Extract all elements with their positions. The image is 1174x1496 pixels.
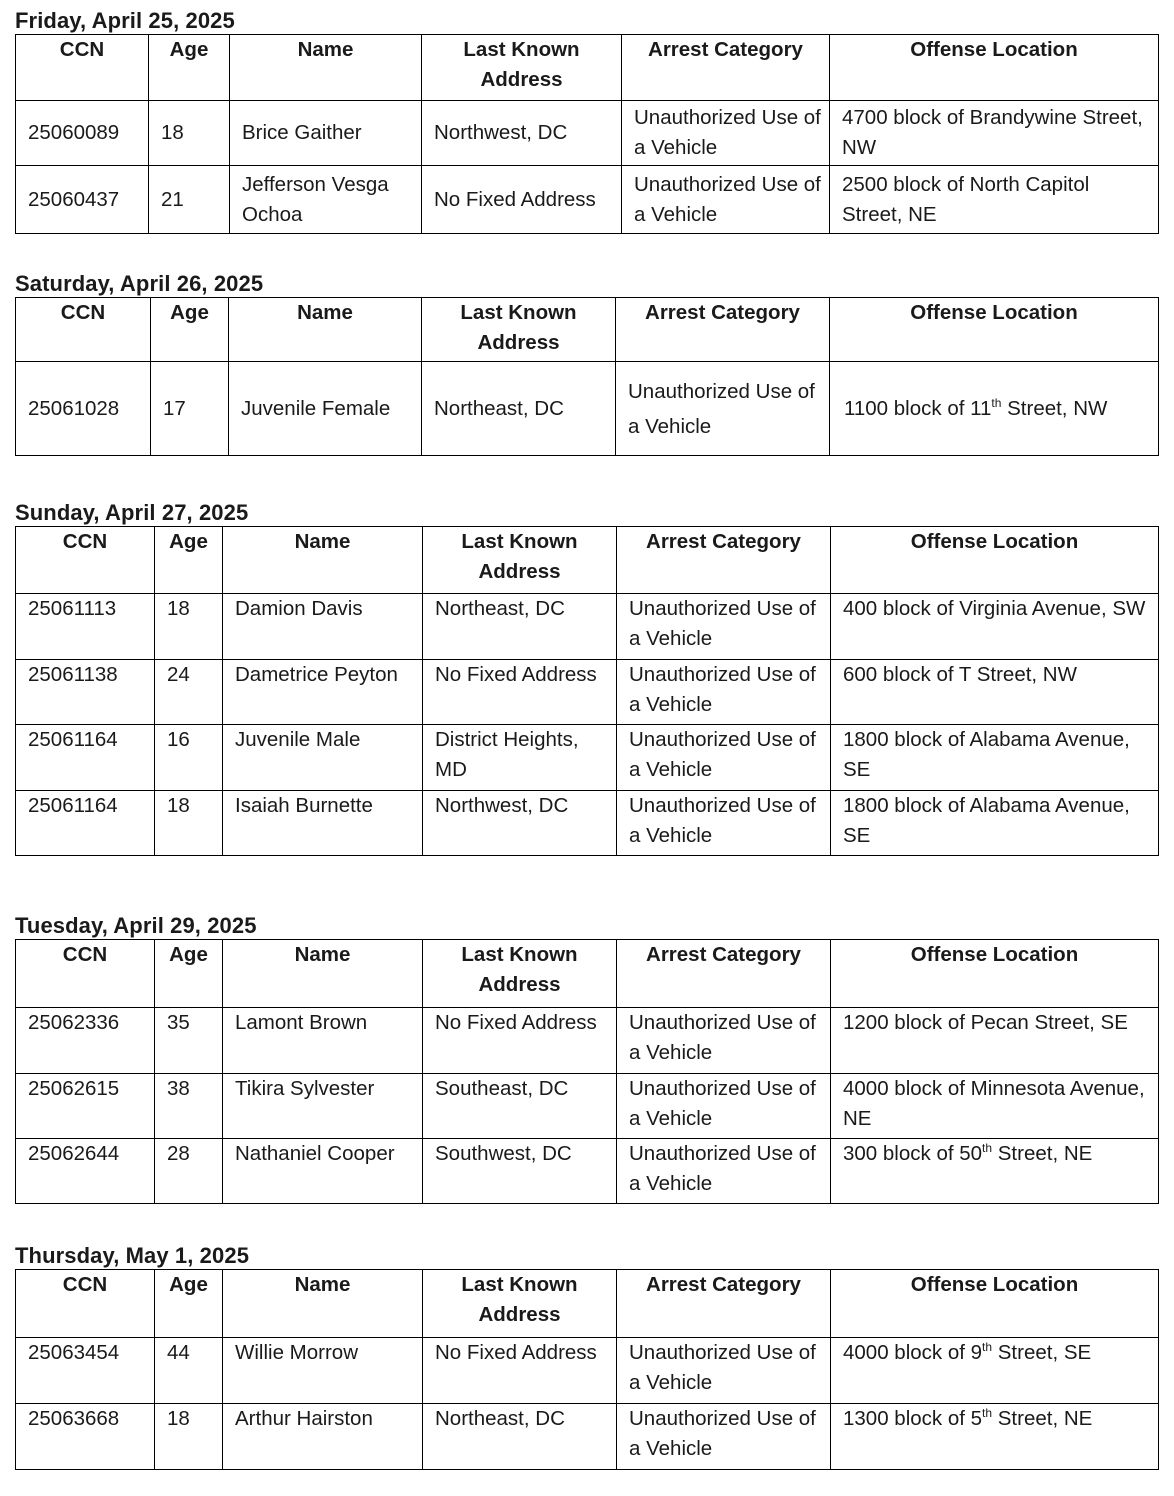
header-age: Age bbox=[155, 527, 223, 594]
cell-age: 18 bbox=[155, 594, 223, 660]
table-row bbox=[16, 791, 1159, 856]
table-row bbox=[16, 1074, 1159, 1139]
cell-name: Arthur Hairston bbox=[223, 1404, 423, 1470]
cell-name: Tikira Sylvester bbox=[223, 1074, 423, 1139]
cell-location: 4700 block of Brandywine Street, NW bbox=[830, 101, 1159, 166]
day-heading: Friday, April 25, 2025 bbox=[15, 8, 235, 33]
cell-name: Willie Morrow bbox=[223, 1338, 423, 1404]
header-category: Arrest Category bbox=[617, 940, 831, 1008]
cell-ccn: 25063668 bbox=[16, 1404, 155, 1470]
header-category: Arrest Category bbox=[617, 1270, 831, 1338]
day-section-tuesday bbox=[15, 913, 1159, 1204]
cell-age: 35 bbox=[155, 1008, 223, 1074]
cell-name: Lamont Brown bbox=[223, 1008, 423, 1074]
cell-address: No Fixed Address bbox=[423, 660, 617, 725]
cell-name: Jefferson Vesga Ochoa bbox=[230, 166, 422, 234]
header-category: Arrest Category bbox=[616, 298, 830, 362]
header-address: Last Known Address bbox=[422, 35, 622, 101]
day-heading: Thursday, May 1, 2025 bbox=[15, 1243, 250, 1268]
header-name: Name bbox=[223, 1270, 423, 1338]
cell-name: Juvenile Male bbox=[223, 725, 423, 791]
header-age: Age bbox=[155, 1270, 223, 1338]
header-name: Name bbox=[229, 298, 422, 362]
cell-name: Damion Davis bbox=[223, 594, 423, 660]
table-row bbox=[16, 725, 1159, 791]
cell-category: Unauthorized Use of a Vehicle bbox=[617, 1074, 831, 1139]
cell-category: Unauthorized Use of a Vehicle bbox=[617, 1008, 831, 1074]
cell-age: 16 bbox=[155, 725, 223, 791]
header-location: Offense Location bbox=[831, 940, 1159, 1008]
cell-age: 28 bbox=[155, 1139, 223, 1204]
day-heading: Saturday, April 26, 2025 bbox=[15, 271, 264, 296]
arrest-table bbox=[15, 526, 1159, 856]
cell-name: Nathaniel Cooper bbox=[223, 1139, 423, 1204]
day-heading: Tuesday, April 29, 2025 bbox=[15, 913, 257, 938]
table-header-row bbox=[16, 527, 1159, 594]
header-ccn: CCN bbox=[16, 1270, 155, 1338]
cell-location: 4000 block of 9th Street, SE bbox=[831, 1338, 1159, 1404]
header-ccn: CCN bbox=[16, 35, 149, 101]
cell-location: 1800 block of Alabama Avenue, SE bbox=[831, 791, 1159, 856]
cell-category: Unauthorized Use of a Vehicle bbox=[617, 1139, 831, 1204]
cell-age: 18 bbox=[155, 791, 223, 856]
header-category: Arrest Category bbox=[622, 35, 830, 101]
cell-age: 17 bbox=[151, 362, 229, 456]
cell-ccn: 25060437 bbox=[16, 166, 149, 234]
cell-age: 18 bbox=[155, 1404, 223, 1470]
cell-category: Unauthorized Use of a Vehicle bbox=[622, 101, 830, 166]
cell-ccn: 25062644 bbox=[16, 1139, 155, 1204]
header-location: Offense Location bbox=[831, 527, 1159, 594]
cell-ccn: 25061164 bbox=[16, 791, 155, 856]
cell-address: Southwest, DC bbox=[423, 1139, 617, 1204]
cell-address: Northwest, DC bbox=[422, 101, 622, 166]
cell-location: 1800 block of Alabama Avenue, SE bbox=[831, 725, 1159, 791]
cell-address: Northeast, DC bbox=[423, 1404, 617, 1470]
table-header-row bbox=[16, 35, 1159, 101]
cell-name: Isaiah Burnette bbox=[223, 791, 423, 856]
cell-address: Northwest, DC bbox=[423, 791, 617, 856]
cell-age: 18 bbox=[149, 101, 230, 166]
header-location: Offense Location bbox=[830, 35, 1159, 101]
cell-ccn: 25063454 bbox=[16, 1338, 155, 1404]
cell-ccn: 25061028 bbox=[16, 362, 151, 456]
cell-ccn: 25062615 bbox=[16, 1074, 155, 1139]
cell-address: Northeast, DC bbox=[423, 594, 617, 660]
header-location: Offense Location bbox=[830, 298, 1159, 362]
cell-category: Unauthorized Use of a Vehicle bbox=[617, 1404, 831, 1470]
cell-name: Dametrice Peyton bbox=[223, 660, 423, 725]
table-row bbox=[16, 1139, 1159, 1204]
header-address: Last Known Address bbox=[423, 527, 617, 594]
arrest-table bbox=[15, 939, 1159, 1204]
cell-location: 1100 block of 11th Street, NW bbox=[830, 362, 1159, 456]
arrest-table bbox=[15, 297, 1159, 456]
header-location: Offense Location bbox=[831, 1270, 1159, 1338]
header-ccn: CCN bbox=[16, 298, 151, 362]
cell-category: Unauthorized Use of a Vehicle bbox=[617, 725, 831, 791]
table-row bbox=[16, 1338, 1159, 1404]
cell-address: No Fixed Address bbox=[422, 166, 622, 234]
cell-category: Unauthorized Use of a Vehicle bbox=[616, 362, 830, 456]
table-header-row bbox=[16, 1270, 1159, 1338]
cell-location: 400 block of Virginia Avenue, SW bbox=[831, 594, 1159, 660]
cell-ccn: 25062336 bbox=[16, 1008, 155, 1074]
cell-address: District Heights, MD bbox=[423, 725, 617, 791]
cell-category: Unauthorized Use of a Vehicle bbox=[617, 1338, 831, 1404]
table-header-row bbox=[16, 940, 1159, 1008]
cell-location: 600 block of T Street, NW bbox=[831, 660, 1159, 725]
table-row bbox=[16, 362, 1159, 456]
cell-location: 2500 block of North Capitol Street, NE bbox=[830, 166, 1159, 234]
cell-address: Southeast, DC bbox=[423, 1074, 617, 1139]
day-section-thursday bbox=[15, 1243, 1159, 1470]
cell-location: 1300 block of 5th Street, NE bbox=[831, 1404, 1159, 1470]
cell-category: Unauthorized Use of a Vehicle bbox=[617, 660, 831, 725]
cell-age: 24 bbox=[155, 660, 223, 725]
day-section-friday bbox=[15, 8, 1159, 234]
header-address: Last Known Address bbox=[422, 298, 616, 362]
header-name: Name bbox=[223, 940, 423, 1008]
cell-address: No Fixed Address bbox=[423, 1008, 617, 1074]
table-row bbox=[16, 660, 1159, 725]
cell-ccn: 25061113 bbox=[16, 594, 155, 660]
cell-ccn: 25060089 bbox=[16, 101, 149, 166]
table-row bbox=[16, 594, 1159, 660]
cell-location: 4000 block of Minnesota Avenue, NE bbox=[831, 1074, 1159, 1139]
header-age: Age bbox=[149, 35, 230, 101]
cell-age: 44 bbox=[155, 1338, 223, 1404]
table-row bbox=[16, 1008, 1159, 1074]
cell-category: Unauthorized Use of a Vehicle bbox=[622, 166, 830, 234]
header-age: Age bbox=[155, 940, 223, 1008]
cell-location: 300 block of 50th Street, NE bbox=[831, 1139, 1159, 1204]
cell-name: Juvenile Female bbox=[229, 362, 422, 456]
cell-address: Northeast, DC bbox=[422, 362, 616, 456]
table-row bbox=[16, 101, 1159, 166]
table-row bbox=[16, 1404, 1159, 1470]
cell-category: Unauthorized Use of a Vehicle bbox=[617, 594, 831, 660]
table-row bbox=[16, 166, 1159, 234]
day-section-sunday bbox=[15, 500, 1159, 856]
header-name: Name bbox=[230, 35, 422, 101]
table-header-row bbox=[16, 298, 1159, 362]
header-age: Age bbox=[151, 298, 229, 362]
header-name: Name bbox=[223, 527, 423, 594]
arrest-table bbox=[15, 34, 1159, 234]
header-address: Last Known Address bbox=[423, 1270, 617, 1338]
cell-age: 21 bbox=[149, 166, 230, 234]
header-address: Last Known Address bbox=[423, 940, 617, 1008]
arrest-table bbox=[15, 1269, 1159, 1470]
cell-ccn: 25061138 bbox=[16, 660, 155, 725]
cell-location: 1200 block of Pecan Street, SE bbox=[831, 1008, 1159, 1074]
cell-name: Brice Gaither bbox=[230, 101, 422, 166]
header-category: Arrest Category bbox=[617, 527, 831, 594]
header-ccn: CCN bbox=[16, 940, 155, 1008]
day-heading: Sunday, April 27, 2025 bbox=[15, 500, 249, 525]
cell-category: Unauthorized Use of a Vehicle bbox=[617, 791, 831, 856]
cell-ccn: 25061164 bbox=[16, 725, 155, 791]
cell-age: 38 bbox=[155, 1074, 223, 1139]
cell-address: No Fixed Address bbox=[423, 1338, 617, 1404]
header-ccn: CCN bbox=[16, 527, 155, 594]
day-section-saturday bbox=[15, 271, 1159, 456]
